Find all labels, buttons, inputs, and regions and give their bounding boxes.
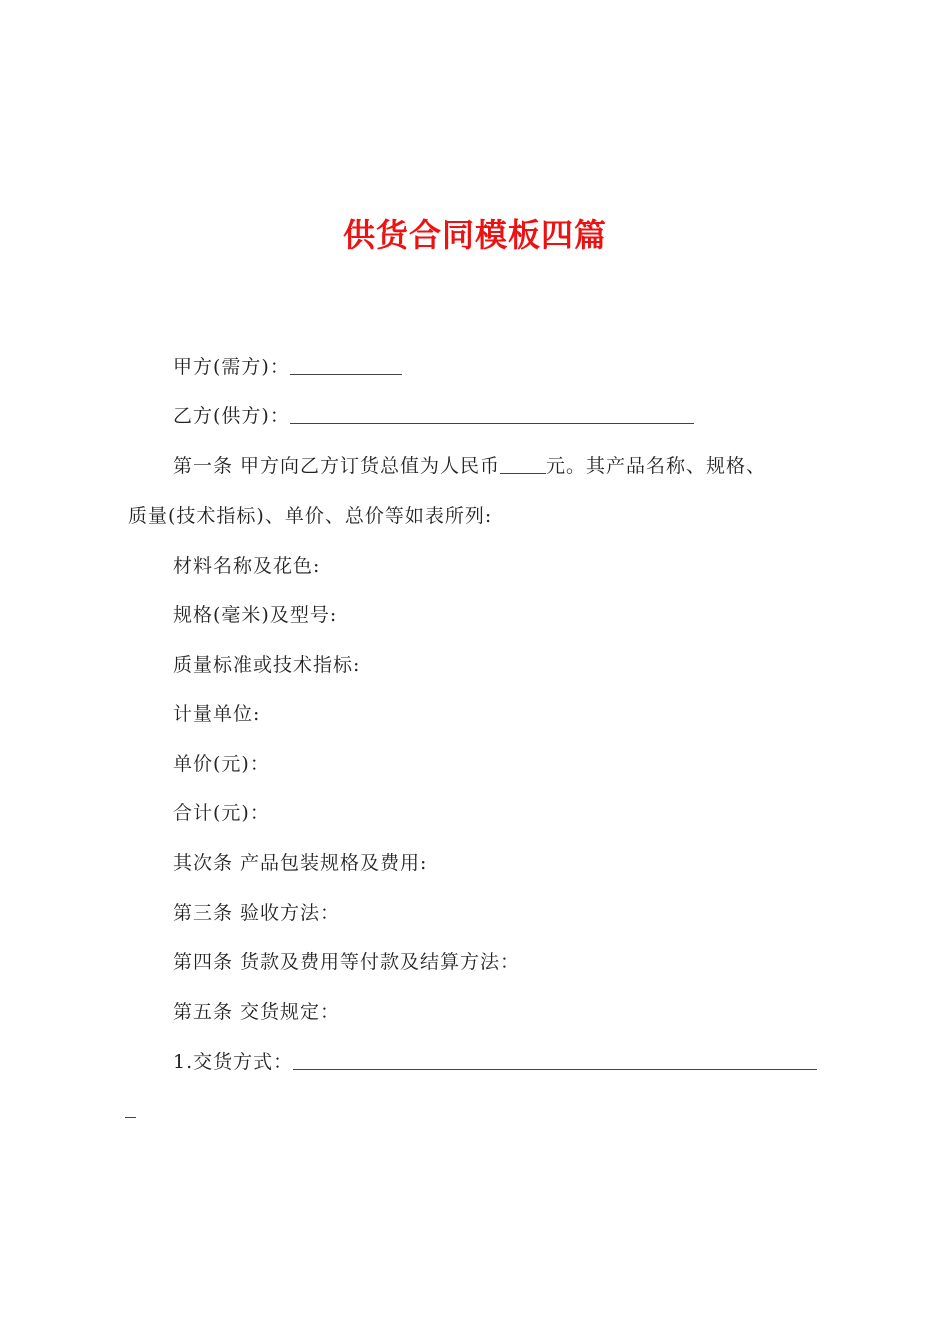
party-a-line: [173, 354, 402, 380]
article-2: 其次条 产品包装规格及费用:: [173, 852, 428, 874]
article-1-prefix: 第一条 甲方向乙方订货总值为人民币: [173, 455, 501, 477]
article-4: 第四条 货款及费用等付款及结算方法：: [173, 951, 521, 973]
delivery-method-line: [173, 1049, 817, 1075]
amount-blank: [500, 453, 546, 474]
delivery-method-blank: [293, 1049, 817, 1070]
party-a-label: 甲方(需方)：: [173, 356, 290, 378]
party-a-blank: [290, 354, 402, 375]
item-spec: 规格(毫米)及型号:: [173, 604, 338, 626]
party-b-line: [173, 403, 694, 429]
document-title: 供货合同模板四篇: [342, 216, 607, 254]
article-1-line: [173, 453, 766, 479]
delivery-method-label: 1.交货方式：: [173, 1051, 294, 1073]
item-total: 合计(元)：: [173, 802, 270, 824]
item-unit-price: 单价(元)：: [173, 753, 270, 775]
item-unit: 计量单位:: [173, 703, 261, 725]
party-b-label: 乙方(供方)：: [173, 405, 290, 427]
article-5: 第五条 交货规定：: [173, 1001, 341, 1023]
article-1-suffix: 元。其产品名称、规格、: [546, 455, 767, 477]
item-material: 材料名称及花色:: [173, 555, 321, 577]
item-quality: 质量标准或技术指标:: [173, 654, 361, 676]
party-b-blank: [290, 403, 694, 424]
article-1-continued: 质量(技术指标)、单价、总价等如表所列:: [128, 505, 493, 527]
continuation-blank: [125, 1117, 136, 1118]
article-3: 第三条 验收方法：: [173, 902, 341, 924]
